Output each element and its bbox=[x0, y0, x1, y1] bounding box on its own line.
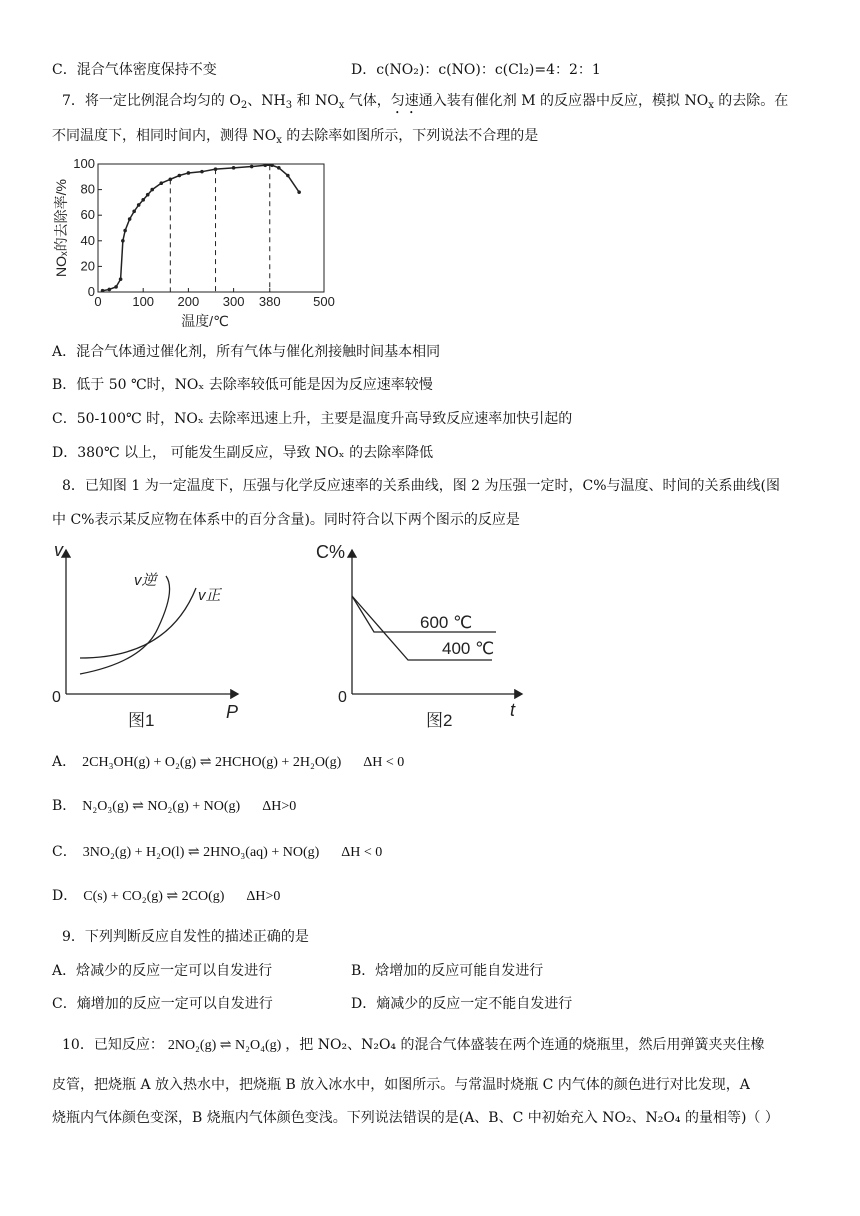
q7-option-c: C．50-100℃ 时，NOₓ 去除率迅速上升，主要是温度升高导致反应速率加快引起的 bbox=[52, 411, 573, 427]
fig2-label-600: 600 ℃ bbox=[420, 613, 473, 632]
data-point bbox=[187, 171, 191, 175]
data-point bbox=[297, 190, 301, 194]
fig1-label-v-forward: v正 bbox=[198, 587, 221, 604]
q8-stem-line1: 8．已知图 1 为一定温度下，压强与化学反应速率的关系曲线，图 2 为压强一定时，C%与温度、时间的关系曲线(图 bbox=[62, 478, 780, 494]
data-point bbox=[101, 289, 105, 293]
q7-option-a: A．混合气体通过催化剂，所有气体与催化剂接触时间基本相同 bbox=[52, 344, 441, 360]
q8-option-d: D． C(s) + CO₂(g) ⇌ 2CO(g) ΔH>0 bbox=[52, 888, 281, 904]
q8-stem-line2: 中 C%表示某反应物在体系中的百分含量)。同时符合以下两个图示的反应是 bbox=[52, 512, 520, 528]
data-point bbox=[137, 203, 141, 207]
forward-rate-curve bbox=[80, 588, 196, 658]
q7-stem-line2: 不同温度下，相同时间内，测得 $NO_x$ 的去除率如图所示，下列说法不合理的是 bbox=[52, 128, 539, 146]
x-tick-label: 0 bbox=[94, 294, 102, 309]
fig1-x-label: P bbox=[226, 702, 239, 722]
data-point bbox=[286, 174, 290, 178]
reverse-rate-curve bbox=[80, 576, 170, 674]
fig1-y-label: v bbox=[54, 540, 63, 560]
data-point bbox=[121, 239, 125, 243]
fig2-x-label: t bbox=[510, 700, 516, 720]
figure-1-rate-vs-pressure bbox=[48, 540, 258, 730]
x-tick-label: 380 bbox=[258, 294, 281, 309]
data-point bbox=[114, 285, 118, 289]
q10-stem-line1: 10．已知反应： 2NO₂(g) ⇌ N₂O₄(g) ，把 NO₂、N₂O₄ 的混合气体盛装在两个连通的烧瓶里，然后用弹簧夹夹住橡 bbox=[62, 1037, 765, 1053]
data-point bbox=[232, 166, 236, 170]
data-point bbox=[250, 165, 254, 169]
data-point bbox=[132, 210, 136, 214]
data-point bbox=[119, 277, 123, 281]
data-point bbox=[146, 193, 150, 197]
data-point bbox=[108, 288, 112, 292]
fig1-label-v-reverse: v逆 bbox=[134, 572, 157, 589]
data-point bbox=[150, 188, 154, 192]
y-tick-label: 40 bbox=[80, 232, 95, 248]
data-point bbox=[200, 170, 204, 174]
x-tick-label: 200 bbox=[177, 294, 200, 309]
q6-option-d: D．c(NO₂)：c(NO)：c(Cl₂)=4：2：1 bbox=[351, 62, 601, 78]
q7-option-b: B．低于 50 ℃时，NOₓ 去除率较低可能是因为反应速率较慢 bbox=[52, 377, 433, 393]
y-tick-label: 60 bbox=[80, 207, 95, 223]
data-point bbox=[214, 167, 218, 171]
data-point bbox=[141, 198, 145, 202]
q9-option-a: A．焓减少的反应一定可以自发进行 bbox=[52, 963, 273, 979]
data-point bbox=[263, 163, 267, 167]
x-tick-label: 300 bbox=[222, 294, 245, 309]
fig2-caption: 图2 bbox=[426, 711, 453, 730]
q10-stem-line3: 烧瓶内气体颜色变深，B 烧瓶内气体颜色变浅。下列说法错误的是(A、B、C 中初始充入 NO₂、N₂O₄ 的量相等)（ ） bbox=[52, 1110, 779, 1126]
data-point bbox=[169, 178, 173, 182]
data-point bbox=[270, 163, 274, 167]
data-point bbox=[178, 174, 182, 178]
q9-option-c: C．熵增加的反应一定可以自发进行 bbox=[52, 996, 273, 1012]
x-tick-label: 500 bbox=[313, 294, 335, 309]
fig2-origin: 0 bbox=[338, 689, 347, 706]
x-tick-label: 100 bbox=[132, 294, 155, 309]
q9-option-b: B．焓增加的反应可能自发进行 bbox=[351, 963, 544, 979]
fig2-label-400: 400 ℃ bbox=[442, 639, 495, 658]
q8-option-c: C． 3NO₂(g) + H₂O(l) ⇌ 2HNO₃(aq) + NO(g) ΔH < 0 bbox=[52, 844, 383, 860]
y-axis-label: NOₓ的去除率/% bbox=[53, 179, 69, 277]
q8-option-b: B． N₂O₃(g) ⇌ NO₂(g) + NO(g) ΔH>0 bbox=[52, 798, 297, 814]
y-tick-label: 20 bbox=[80, 258, 95, 274]
y-tick-label: 100 bbox=[73, 156, 95, 171]
y-tick-label: 80 bbox=[80, 181, 95, 197]
nox-removal-chart bbox=[50, 156, 335, 336]
plot-frame bbox=[98, 164, 324, 292]
q9-stem: 9．下列判断反应自发性的描述正确的是 bbox=[62, 929, 309, 945]
q6-option-c: C．混合气体密度保持不变 bbox=[52, 62, 217, 78]
data-point bbox=[128, 217, 132, 221]
fig1-caption: 图1 bbox=[128, 711, 155, 730]
y-tick-label: 0 bbox=[87, 284, 95, 299]
figure-2-content-vs-time bbox=[316, 540, 532, 730]
q9-option-d: D．熵减少的反应一定不能自发进行 bbox=[351, 996, 573, 1012]
fig1-origin: 0 bbox=[52, 689, 61, 706]
q10-stem-line2: 皮管，把烧瓶 A 放入热水中，把烧瓶 B 放入冰水中，如图所示。与常温时烧瓶 C 内气体的颜色进行对比发现，A bbox=[52, 1077, 750, 1093]
q7-stem-line1: 7．将一定比例混合均匀的 $O_2$、$NH_3$ 和 $NO_x$ 气体，匀速通入装有催化剂 M 的反应器中反应，模拟 $NO_x$ 的去除。在 bbox=[62, 93, 789, 111]
q8-option-a: A． 2CH₃OH(g) + O₂(g) ⇌ 2HCHO(g) + 2H₂O(g) ΔH < 0 bbox=[52, 754, 405, 770]
q7-option-d: D．380℃ 以上， 可能发生副反应，导致 NOₓ 的去除率降低 bbox=[52, 445, 434, 461]
data-point bbox=[123, 229, 127, 233]
data-point bbox=[159, 181, 163, 185]
data-point bbox=[277, 166, 281, 170]
x-axis-label: 温度/℃ bbox=[181, 313, 229, 329]
fig2-y-label: C% bbox=[316, 542, 346, 562]
